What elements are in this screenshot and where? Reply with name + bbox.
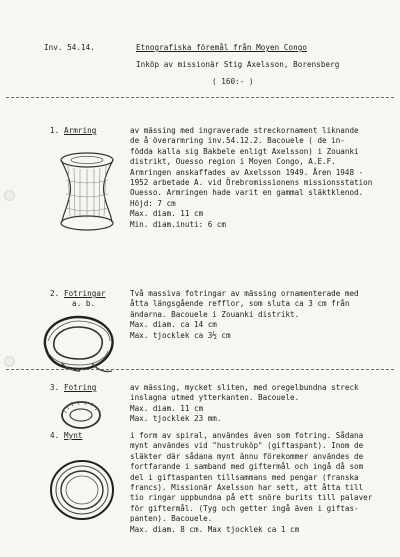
description-line: av mässing, mycket sliten, med oregelbundna streck — [130, 383, 359, 392]
fotringar-drawing — [32, 311, 124, 381]
page-title: Etnografiska föremål från Moyen Congo — [136, 43, 308, 52]
description-line: ändarna. Bacouele i Zouanki distrikt. — [130, 309, 300, 319]
punch-hole — [4, 190, 15, 201]
description-line: Ouesso. Armringen hade varit en gammal släktklenod. — [130, 188, 364, 198]
description-line: Max. diam. 11 cm — [130, 403, 204, 413]
description-line: Höjd: 7 cm — [130, 198, 176, 208]
description-line: för giftermål. (Tyg och getter ingå även i giftas- — [130, 503, 359, 513]
item-name: Fotringar — [64, 289, 106, 298]
description-line: distrikt, Ouesso region i Moyen Congo, A.E.F. — [130, 157, 336, 167]
armring-drawing — [54, 150, 120, 234]
description-line: av mässing med ingraverade streckornament liknande — [130, 126, 359, 135]
punch-hole — [4, 356, 15, 367]
description-line: åtta längsgående refflor, som sluta ca 3 cm från — [130, 299, 350, 309]
description-line: fortfarande i samband med giftermål och ingå då som — [130, 462, 364, 472]
description-line: Armringen anskaffades av Axelsson 1949. Åren 1948 - — [130, 167, 364, 177]
divider — [6, 369, 394, 370]
item-description — [130, 126, 372, 230]
mynt-spiral-drawing — [46, 455, 118, 525]
description-line: inslagna utmed ytterkanten. Bacouele. — [130, 393, 300, 403]
description-line: de å överarmring inv.54.12.2. Bacouele ( de in- — [130, 136, 345, 146]
item-name: Mynt — [64, 431, 83, 440]
item-number: 2. — [50, 289, 60, 298]
item-number: 1. — [50, 126, 60, 135]
description-line: Max. diam. ca 14 cm — [130, 320, 217, 330]
description-line: tio ringar uppbundna på ett snöre burits till palaver — [130, 493, 373, 503]
divider — [6, 97, 394, 98]
description-line: Max. tjocklek ca 3½ cm — [130, 330, 231, 340]
description-line: Min. diam.inuti: 6 cm — [130, 219, 227, 229]
item-description — [130, 431, 372, 535]
item-number: 4. — [50, 431, 60, 440]
description-line: Max. diam. 8 cm. Max tjocklek ca 1 cm — [130, 524, 300, 534]
item-name: Armring — [64, 126, 97, 135]
description-line: 1952 arbetade A. vid Örebromissionens missionsstation — [130, 178, 373, 188]
description-line: släkter där sådana mynt ännu förekommer användes de — [130, 451, 364, 461]
item-number: 3. — [50, 383, 60, 392]
item-description — [130, 383, 359, 425]
description-line: del i giftaspanten tillsammans med pengar (franska — [130, 472, 359, 482]
item-description — [130, 289, 359, 341]
description-line: Två massiva fotringar av mässing ornamenterade med — [130, 289, 359, 298]
fotring-drawing — [58, 397, 104, 431]
inventory-number: Inv. 54.14. — [44, 43, 95, 52]
description-line: födda kalla sig Bakbele enligt Axelsson) i Zouanki — [130, 146, 359, 156]
description-line: Max. diam. 11 cm — [130, 209, 204, 219]
description-line: i form av spiral, användes även som fotring. Sådana — [130, 431, 364, 440]
description-line: francs). Missionär Axelsson har sett, att åtta till — [130, 483, 364, 493]
acquisition-note: Inköp av missionär Stig Axelsson, Borensberg — [136, 60, 340, 69]
item-subdesignation: a. b. — [72, 299, 96, 308]
description-line: mynt användes vid "hustruköp" (giftaspant). Inom de — [130, 441, 364, 451]
item-name: Fotring — [64, 383, 97, 392]
description-line: panten). Bacouele. — [130, 514, 213, 524]
description-line: Max. tjocklek 23 mm. — [130, 414, 222, 424]
price: ( 160:- ) — [212, 77, 254, 86]
